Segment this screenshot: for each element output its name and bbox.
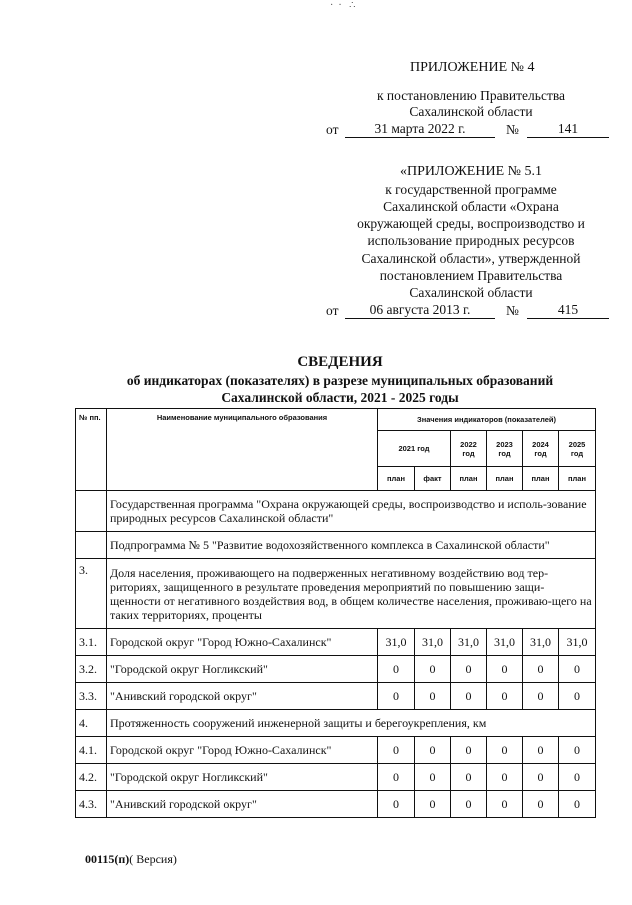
cell-value: 0 [378,737,415,764]
row-name: "Анивский городской округ" [107,683,378,710]
cell-value: 31,0 [559,629,596,656]
appendix2-num-label: № [506,303,519,318]
header-col-no: № пп. [76,409,107,491]
header-fact: факт [415,467,451,491]
header-year-2025: 2025 год [559,431,596,467]
cell-value: 0 [559,791,596,818]
cell-value: 0 [378,791,415,818]
table-row [76,656,596,683]
row-name: Городской округ "Город Южно-Сахалинск" [107,629,378,656]
row-no: 4.3. [76,791,107,818]
cell-value: 0 [415,791,451,818]
row-no: 4.1. [76,737,107,764]
appendix2-date-underline [345,318,495,319]
cell-value: 0 [487,764,523,791]
indicator-4-no: 4. [76,710,107,737]
subprogram-row-no [76,532,107,559]
table-row [76,629,596,656]
row-name: Городской округ "Город Южно-Сахалинск" [107,737,378,764]
cell-value: 0 [559,683,596,710]
document-subtitle-1: об индикаторах (показателях) в разрезе муниципальных образований [126,373,554,388]
header-line-2: Сахалинской области [409,104,533,119]
cell-value: 0 [559,764,596,791]
scan-specks: · · ∴ [330,0,356,11]
footer-code: 00115(п) [85,852,130,866]
cell-value: 0 [487,683,523,710]
cell-value: 0 [523,683,559,710]
appendix2-line-6: Сахалинской области», утвержденной [361,251,581,266]
document-title: СВЕДЕНИЯ [297,354,383,370]
header-year-2021: 2021 год [378,431,451,467]
cell-value: 0 [451,764,487,791]
table-row [76,683,596,710]
row-name: "Анивский городской округ" [107,791,378,818]
cell-value: 31,0 [523,629,559,656]
row-no: 3.2. [76,656,107,683]
row-no: 3.1. [76,629,107,656]
program-row-no [76,491,107,532]
cell-value: 0 [378,764,415,791]
table-row [76,764,596,791]
header-number-underline [527,137,609,138]
cell-value: 0 [523,737,559,764]
cell-value: 0 [559,737,596,764]
header-plan: план [487,467,523,491]
header-col-name: Наименование муниципального образования [107,409,378,491]
appendix-title: ПРИЛОЖЕНИЕ № 4 [410,60,535,75]
header-year-2023: 2023 год [487,431,523,467]
cell-value: 0 [451,737,487,764]
appendix2-number: 415 [557,302,579,317]
appendix2-line-4: окружающей среды, воспроизводство и [357,216,585,231]
cell-value: 0 [487,737,523,764]
header-plan: план [378,467,415,491]
table-row [76,791,596,818]
indicator-3-text: Доля населения, проживающего на подверженных негативному воздействию вод тер-риториях, защищенного в результате проведения мероприятий по повышению защи-щенности от негативного воздействия вод, в общем количестве населения, проживаю-щего на таких территориях, проценты [107,559,596,629]
cell-value: 0 [523,764,559,791]
header-date: 31 марта 2022 г. [374,121,466,136]
indicator-4-text: Протяженность сооружений инженерной защиты и берегоукрепления, км [107,710,596,737]
header-ot-label: от [326,122,339,137]
row-no: 4.2. [76,764,107,791]
cell-value: 31,0 [378,629,415,656]
cell-value: 0 [523,791,559,818]
header-plan: план [559,467,596,491]
cell-value: 0 [451,683,487,710]
appendix2-line-1: «ПРИЛОЖЕНИЕ № 5.1 [400,164,542,179]
footer-version: ( Версия) [129,852,177,866]
appendix2-line-8: Сахалинской области [409,285,533,300]
document-subtitle-2: Сахалинской области, 2021 - 2025 годы [221,390,459,405]
cell-value: 31,0 [487,629,523,656]
cell-value: 0 [378,656,415,683]
appendix2-line-5: использование природных ресурсов [367,233,575,248]
appendix2-line-3: Сахалинской области «Охрана [383,199,559,214]
header-line-1: к постановлению Правительства [376,88,566,103]
subprogram-row: Подпрограмма № 5 "Развитие водохозяйственного комплекса в Сахалинской области" [107,532,596,559]
cell-value: 0 [415,737,451,764]
cell-value: 31,0 [415,629,451,656]
cell-value: 31,0 [451,629,487,656]
row-name: "Городской округ Ногликский" [107,764,378,791]
header-col-values: Значения индикаторов (показателей) [378,409,596,431]
indicator-3-no: 3. [76,559,107,629]
header-year-2024: 2024 год [523,431,559,467]
indicators-table [75,408,596,818]
appendix2-line-7: постановлением Правительства [379,268,563,283]
appendix2-date: 06 августа 2013 г. [369,302,471,317]
cell-value: 0 [415,764,451,791]
cell-value: 0 [559,656,596,683]
header-date-underline [345,137,495,138]
cell-value: 0 [415,656,451,683]
cell-value: 0 [523,656,559,683]
row-name: "Городской округ Ногликский" [107,656,378,683]
appendix2-ot-label: от [326,303,339,318]
header-year-2022: 2022 год [451,431,487,467]
table-row [76,737,596,764]
cell-value: 0 [487,791,523,818]
cell-value: 0 [415,683,451,710]
appendix2-number-underline [527,318,609,319]
cell-value: 0 [451,791,487,818]
document-footer [85,852,177,867]
cell-value: 0 [487,656,523,683]
row-no: 3.3. [76,683,107,710]
cell-value: 0 [451,656,487,683]
header-number: 141 [557,121,579,136]
appendix2-line-2: к государственной программе [385,182,557,197]
program-row: Государственная программа "Охрана окружающей среды, воспроизводство и исполь-зование природных ресурсов Сахалинской области" [107,491,596,532]
cell-value: 0 [378,683,415,710]
header-plan: план [451,467,487,491]
header-plan: план [523,467,559,491]
header-num-label: № [506,122,519,137]
